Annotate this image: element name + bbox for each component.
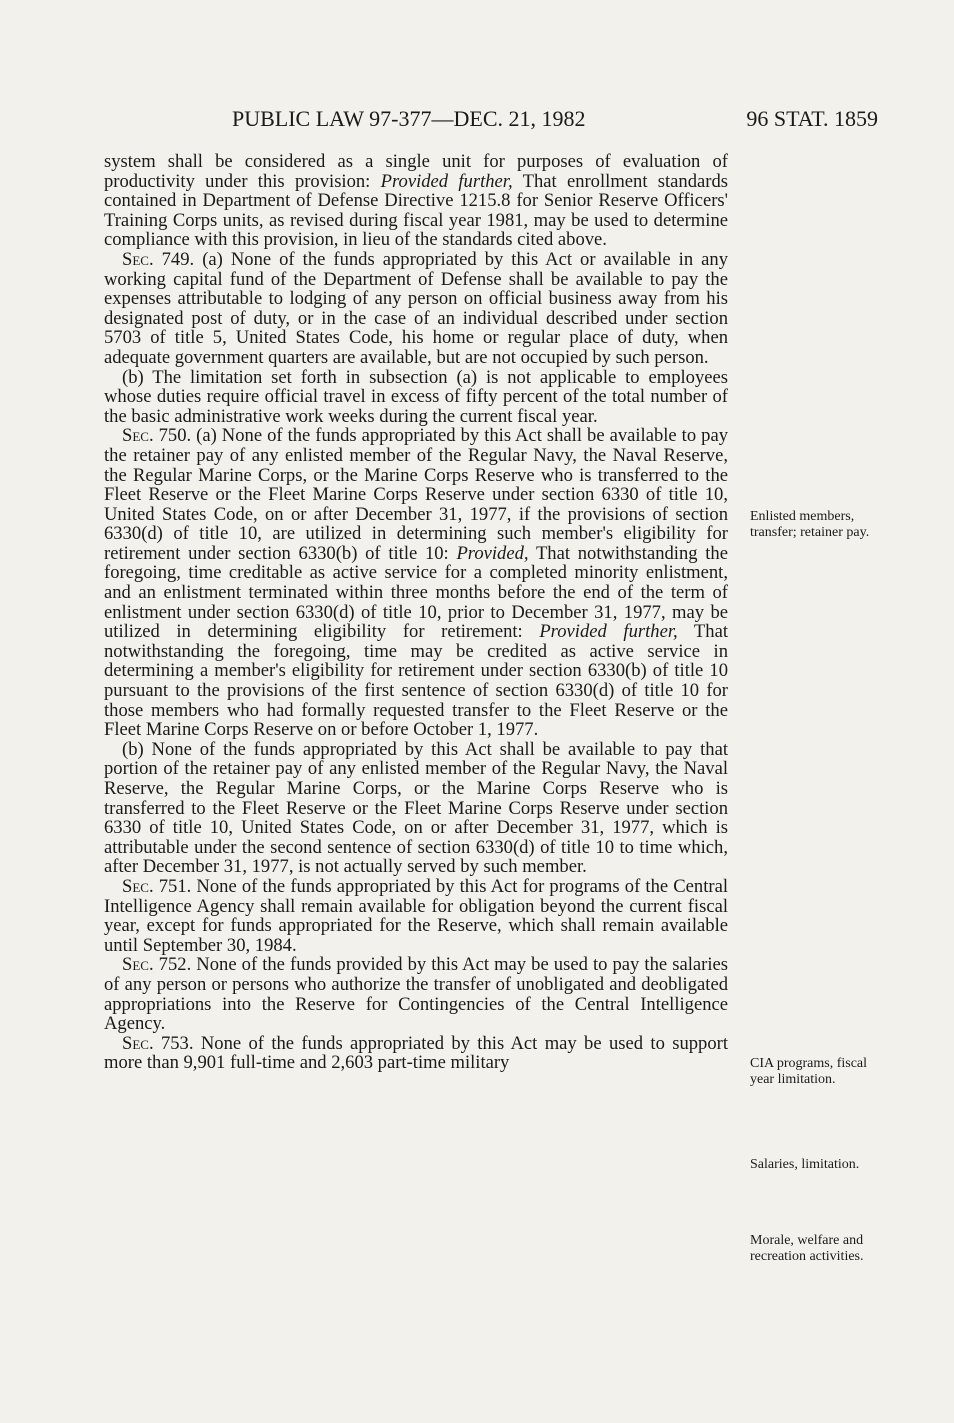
paragraph-continuation: system shall be considered as a single unit for purposes of evaluation of productivity under this provision: Provided further, That enrollment standards contained in Department of Defense Directive 1215.8 for Senior Reserve Officers' Training Corps units, as revised during fiscal year 1981, may be used to determine compliance with this provision, in lieu of the standards cited above. [104,151,729,251]
section-753: Sec. 753. None of the funds appropriated by this Act may be used to support more than 9,901 full-time and 2,603 part-time military [104,1032,728,1074]
margin-note-cia: CIA programs, fiscal year limitation. [750,1056,868,1087]
section-749-b: (b) The limitation set forth in subsection (a) is not applicable to employees whose duties require official travel in excess of fifty percent of the total number of the basic administrative work weeks during the current fiscal year. [104,366,728,427]
margin-note-enlisted: Enlisted members, transfer; retainer pay. [750,509,870,540]
section-752: Sec. 752. None of the funds provided by this Act may be used to pay the salaries of any person or persons who authorize the transfer of unobligated and deobligated appropriations into the Reserve for Contingencies of the Central Intelligence Agency. [104,954,728,1035]
section-749-a: Sec. 749. (a) None of the funds appropriated by this Act or available in any working capital fund of the Department of Defense shall be available to pay the expenses attributable to lodging of any person on official business away from his designated post of duty, or in the case of an individual described under section 5703 of title 5, United States Code, his home or regular place of duty, when adequate government quarters are available, but are not occupied by such person. [104,248,728,368]
header-stat: 96 STAT. 1859 [746,106,878,131]
margin-note-morale: Morale, welfare and recreation activities. [750,1233,864,1264]
header-title: PUBLIC LAW 97-377—DEC. 21, 1982 [232,106,586,131]
section-label: Sec. 750. [122,425,192,447]
section-label: Sec. 752. [122,954,192,976]
section-750-a: Sec. 750. (a) None of the funds appropriated by this Act shall be available to pay the retainer pay of any enlisted member of the Regular Navy, the Naval Reserve, the Regular Marine Corps, or the Marine Corps Reserve who is transferred to the Fleet Reserve or the Fleet Marine Corps Reserve under section 6330 of title 10, United States Code, on or after December 31, 1977, if the provisions of section 6330(d) of title 10, are utilized in determining such member's eligibility for retirement under section 6330(b) of title 10: Provided, That notwithstanding the foregoing, time creditable as active service for a completed minority enlistment, and an enlistment terminated within three months before the end of the term of enlistment under section 6330(d) of title 10, prior to December 31, 1977, may be utilized in determining eligibility for retirement: Provided further, That notwithstanding the foregoing, time may be credited as active service in determining a member's eligibility for retirement under section 6330(b) of title 10 pursuant to the provisions of the first sentence of section 6330(d) of title 10 for those members who had formally requested transfer to the Fleet Reserve or the Fleet Marine Corps Reserve on or before October 1, 1977. [104,425,729,741]
body-text [104,152,728,1073]
section-750-b: (b) None of the funds appropriated by this Act shall be available to pay that portion of the retainer pay of any enlisted member of the Regular Navy, the Naval Reserve, the Regular Marine Corps, or the Marine Corps Reserve who is transferred to the Fleet Reserve or the Fleet Marine Corps Reserve under section 6330 of title 10, United States Code, on or after December 31, 1977, which is attributable under the second sentence of section 6330(d) of title 10 to time which, after December 31, 1977, is not actually served by such member. [104,738,728,878]
section-label: Sec. 753. [122,1032,194,1054]
margin-note-salaries: Salaries, limitation. [750,1157,860,1172]
section-label: Sec. 749. [122,248,195,270]
section-label: Sec. 751. [122,875,192,897]
section-751: Sec. 751. None of the funds appropriated by this Act for programs of the Central Intelligence Agency shall remain available for obligation beyond the current fiscal year, except for funds appropriated for the Reserve, which shall remain available until September 30, 1984. [104,875,728,956]
